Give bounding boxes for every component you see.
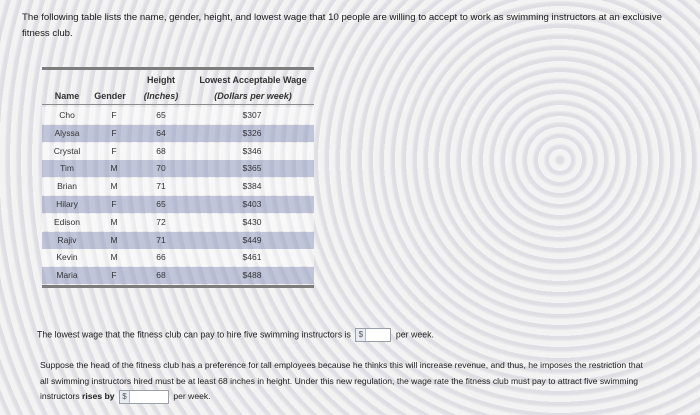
table-bottom-rule — [42, 285, 314, 288]
table-row — [42, 249, 314, 266]
cell-wage: $365 — [242, 163, 262, 174]
wage-rise-answer-box[interactable] — [119, 390, 169, 404]
cell-name: Rajiv — [57, 234, 77, 245]
cell-wage: $346 — [242, 145, 262, 156]
cell-height: 65 — [156, 110, 166, 120]
header-height-unit: (Inches) — [143, 91, 179, 101]
table-row — [42, 196, 314, 213]
header-gender: Gender — [94, 91, 126, 101]
cell-height: 68 — [156, 270, 166, 281]
cell-name: Tim — [60, 163, 74, 174]
cell-height: 71 — [156, 234, 166, 245]
intro-text: The following table lists the name, gender, height, and lowest wage that 10 people are willing to accept to work as swimming instructors at an exclusive fitness club. — [22, 12, 662, 39]
table-row — [42, 160, 314, 177]
cell-height: 64 — [156, 127, 166, 138]
cell-wage: $449 — [242, 234, 262, 245]
cell-height: 68 — [156, 145, 166, 156]
cell-name: Edison — [54, 216, 80, 227]
cell-gender: M — [110, 181, 118, 192]
dollar-sign: $ — [356, 329, 366, 341]
cell-name: Kevin — [56, 252, 78, 263]
question1-suffix: per week. — [395, 329, 434, 340]
table-header-rule — [42, 104, 314, 105]
cell-gender: M — [110, 234, 118, 245]
table-row — [42, 107, 314, 124]
header-name: Name — [54, 91, 80, 101]
cell-name: Hilary — [56, 199, 78, 209]
cell-gender: F — [111, 110, 117, 120]
cell-gender: F — [111, 199, 117, 209]
cell-wage: $403 — [242, 199, 262, 209]
cell-height: 71 — [156, 181, 166, 192]
lowest-wage-answer-box[interactable] — [355, 328, 391, 342]
cell-height: 66 — [156, 252, 166, 263]
cell-name: Crystal — [53, 145, 81, 156]
table-row — [42, 214, 314, 231]
question-tall-restriction — [40, 358, 650, 405]
cell-gender: F — [111, 270, 117, 281]
cell-gender: M — [110, 252, 118, 263]
question2-text: Suppose the head of the fitness club has a preference for tall employees because he thinks this will increase revenue, and thus, he imposes the restriction that all swimming instructors hired must be at least 68 inches in height. Under this new regulation, the wage rate the fitness club must pay to attract five swimming instructors — [40, 360, 643, 401]
question-lowest-wage — [37, 328, 434, 342]
table-row — [42, 125, 314, 142]
cell-name: Brian — [57, 181, 77, 192]
header-wage-unit: (Dollars per week) — [214, 91, 292, 101]
lowest-wage-input[interactable] — [367, 329, 389, 341]
table-row — [42, 143, 314, 160]
dollar-sign: $ — [120, 391, 130, 403]
cell-wage: $488 — [242, 270, 262, 281]
cell-wage: $384 — [242, 181, 262, 192]
cell-name: Cho — [59, 110, 75, 120]
cell-gender: F — [111, 127, 117, 138]
wage-rise-input[interactable] — [131, 391, 166, 403]
cell-height: 72 — [156, 216, 166, 227]
cell-gender: M — [110, 216, 118, 227]
cell-height: 70 — [156, 163, 166, 174]
table-row — [42, 232, 314, 249]
table-row — [42, 178, 314, 195]
cell-wage: $461 — [242, 252, 262, 263]
cell-wage: $307 — [242, 110, 262, 120]
table-top-rule — [42, 67, 314, 70]
header-height: Height — [147, 75, 175, 85]
question1-text: The lowest wage that the fitness club can pay to hire five swimming instructors is — [37, 329, 351, 340]
cell-wage: $326 — [242, 127, 262, 138]
cell-gender: M — [110, 163, 118, 174]
table-row — [42, 267, 314, 284]
cell-gender: F — [111, 145, 117, 156]
question2-suffix: per week. — [173, 391, 211, 401]
cell-height: 65 — [156, 199, 166, 209]
cell-name: Alyssa — [54, 127, 80, 138]
cell-name: Maria — [56, 270, 78, 281]
cell-wage: $430 — [242, 216, 262, 227]
question2-bold-text: rises by — [82, 391, 115, 401]
header-wage: Lowest Acceptable Wage — [199, 75, 307, 85]
